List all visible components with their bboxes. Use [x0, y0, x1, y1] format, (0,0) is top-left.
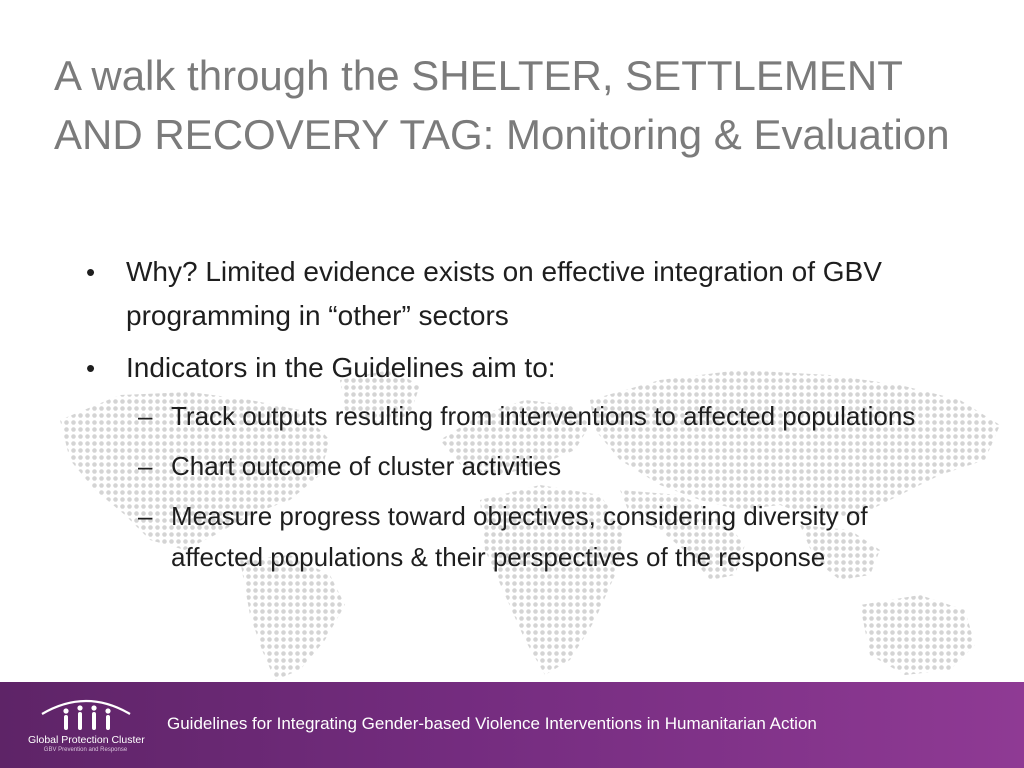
logo-name: Global Protection Cluster — [28, 734, 145, 746]
bullet-text: Why? Limited evidence exists on effective integration of GBV programming in “other” sectors — [126, 256, 882, 331]
people-icon — [36, 694, 136, 734]
footer-caption: Guidelines for Integrating Gender-based Violence Interventions in Humanitarian Action — [167, 714, 817, 733]
footer-bar — [0, 682, 1024, 768]
sub-bullet-text: Chart outcome of cluster activities — [171, 451, 562, 481]
sub-bullet-text: Measure progress toward objectives, considering diversity of affected populations & their perspectives of the response — [171, 501, 868, 572]
sub-bullet-text: Track outputs resulting from interventions to affected populations — [171, 401, 916, 431]
bullet-icon: • — [86, 353, 96, 383]
bullet-icon: • — [86, 257, 96, 287]
logo-subtitle: GBV Prevention and Response — [43, 747, 128, 753]
sub-bullet-item — [86, 446, 936, 487]
bullet-list — [86, 250, 966, 398]
sub-bullet-list — [86, 396, 936, 587]
dash-icon: – — [138, 501, 153, 531]
bullet-item — [86, 346, 966, 390]
bullet-item — [86, 250, 966, 338]
global-protection-cluster-logo — [28, 690, 143, 762]
dash-icon: – — [138, 401, 153, 431]
dash-icon: – — [138, 451, 153, 481]
slide-title: A walk through the SHELTER, SETTLEMENT AND RECOVERY TAG: Monitoring & Evaluation — [54, 52, 950, 158]
bullet-text: Indicators in the Guidelines aim to: — [126, 352, 556, 383]
sub-bullet-item — [86, 396, 936, 437]
sub-bullet-item — [86, 496, 936, 578]
